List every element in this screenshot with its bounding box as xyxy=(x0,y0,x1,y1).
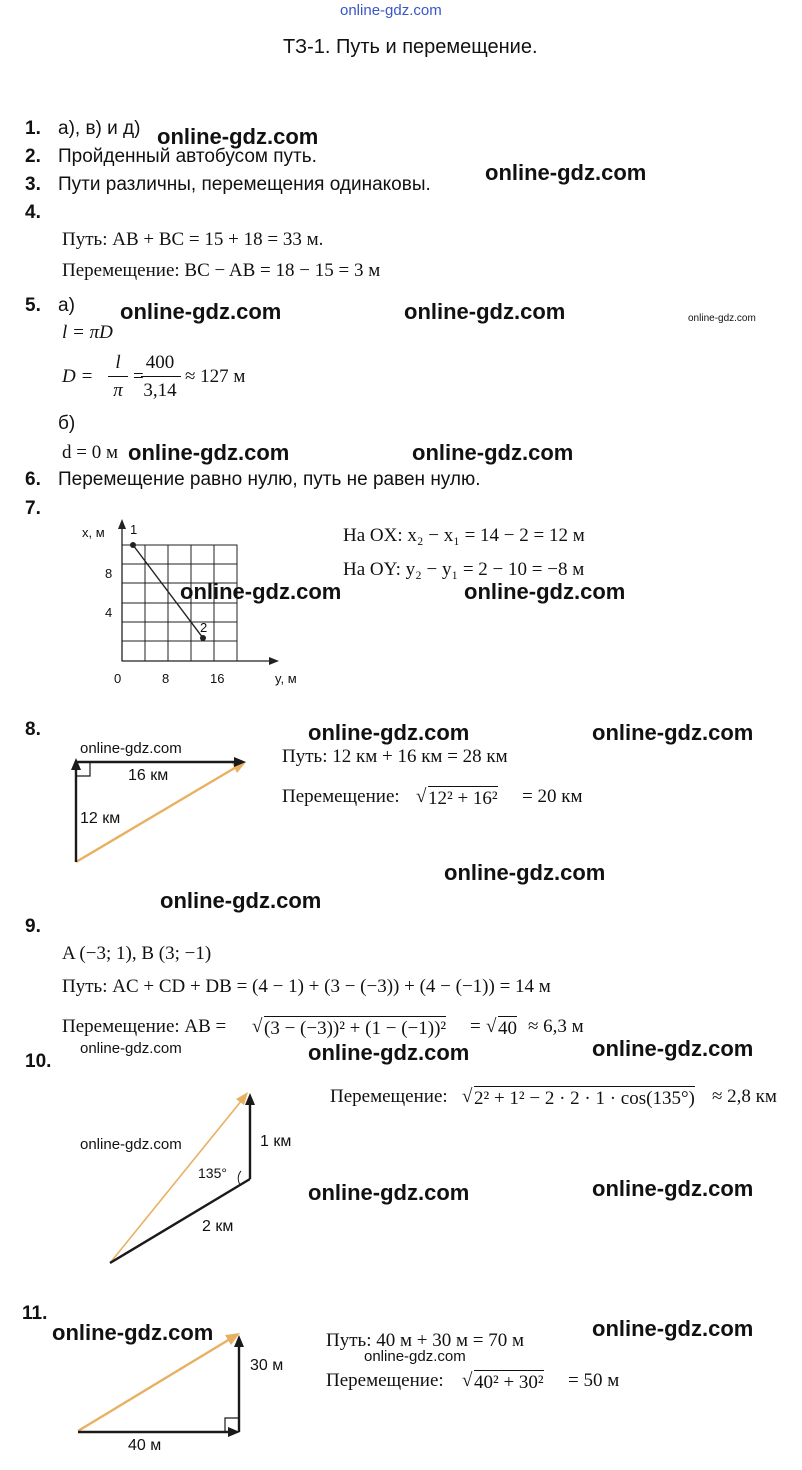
task-9-number: 9. xyxy=(25,916,41,937)
task-7-y-tick-4: 4 xyxy=(105,605,113,620)
watermark: online-gdz.com xyxy=(308,1040,470,1065)
task-8-path: Путь: 12 км + 16 км = 28 км xyxy=(282,746,508,767)
task-8-vector-diagram xyxy=(66,748,256,868)
watermark: online-gdz.com xyxy=(464,579,626,604)
watermark: online-gdz.com xyxy=(404,299,566,324)
task-8-number: 8. xyxy=(25,719,41,740)
task-8-displacement-label: Перемещение: xyxy=(282,786,400,807)
task-11-bottom-label: 40 м xyxy=(128,1437,162,1454)
task-7-point-1-label: 1 xyxy=(130,522,138,537)
task-10-angle-arc-icon xyxy=(238,1171,241,1185)
task-10-lower-label: 2 км xyxy=(202,1218,234,1235)
task-7-x-tick-16: 16 xyxy=(210,671,225,686)
task-7-number: 7. xyxy=(25,498,41,519)
task-11-number: 11. xyxy=(22,1303,48,1324)
task-7-point-2-label: 2 xyxy=(200,620,208,635)
watermark: online-gdz.com xyxy=(308,1180,470,1205)
watermark: online-gdz.com xyxy=(80,740,182,757)
task-7-oy-result: На OY: y₂ − y₁ = 2 − 10 = −8 м xyxy=(343,559,585,580)
task-3-answer: Пути различны, перемещения одинаковы. xyxy=(58,174,431,195)
task-7-y-axis-label: x, м xyxy=(82,525,105,540)
watermark: online-gdz.com xyxy=(364,1348,466,1365)
task-10-sqrt-icon: √ xyxy=(462,1086,473,1107)
task-6-answer: Перемещение равно нулю, путь не равен нулю. xyxy=(58,469,481,490)
task-10-angle-label: 135° xyxy=(198,1165,227,1181)
task-9-displacement-label: Перемещение: AB = xyxy=(62,1016,227,1037)
task-10-radicand: 2² + 1² − 2 · 2 · 1 · cos(135°) xyxy=(474,1088,695,1109)
task-9-radicand-2: 40 xyxy=(498,1018,517,1039)
task-9-sqrt-icon: √ xyxy=(252,1016,263,1037)
task-5-formula-1: l = πD xyxy=(62,322,113,343)
task-9-equals: = xyxy=(470,1016,481,1037)
task-9-result: ≈ 6,3 м xyxy=(528,1016,584,1037)
task-9-sqrt-2-icon: √ xyxy=(486,1016,497,1037)
task-7-x-axis-arrow-icon xyxy=(269,657,279,665)
task-7-ox-result: На OX: x₂ − x₁ = 14 − 2 = 12 м xyxy=(343,525,585,546)
task-5-formula-3: d = 0 м xyxy=(62,442,118,463)
task-2-answer: Пройденный автобусом путь. xyxy=(58,146,317,167)
task-7-point-2 xyxy=(200,635,206,641)
task-5-fraction-denominator-2: 3,14 xyxy=(143,380,177,401)
task-5-equals: = xyxy=(133,366,144,387)
watermark: online-gdz.com xyxy=(80,1040,182,1057)
task-9-radicand: (3 − (−3))² + (1 − (−1))² xyxy=(264,1018,447,1039)
task-4-number: 4. xyxy=(25,202,41,223)
task-1-answer: а), в) и д) xyxy=(58,118,141,139)
task-3-number: 3. xyxy=(25,174,41,195)
task-7-x-tick-0: 0 xyxy=(114,671,122,686)
task-7-x-axis-label: y, м xyxy=(275,671,297,686)
watermark: online-gdz.com xyxy=(592,1316,754,1341)
task-11-displacement-label: Перемещение: xyxy=(326,1370,444,1391)
watermark: online-gdz.com xyxy=(412,440,574,465)
task-8-side-label: 12 км xyxy=(80,810,121,827)
task-9-path: Путь: AC + CD + DB = (4 − 1) + (3 − (−3)) + (4 − (−1)) = 14 м xyxy=(62,976,551,997)
task-7-x-tick-8: 8 xyxy=(162,671,170,686)
task-11-path: Путь: 40 м + 30 м = 70 м xyxy=(326,1330,524,1351)
watermark: online-gdz.com xyxy=(444,860,606,885)
task-8-radicand: 12² + 16² xyxy=(428,788,498,809)
page-title: ТЗ-1. Путь и перемещение. xyxy=(283,36,538,58)
task-10-upper-label: 1 км xyxy=(260,1133,292,1150)
watermark: online-gdz.com xyxy=(157,124,319,149)
task-8-top-label: 16 км xyxy=(128,767,169,784)
task-7-y-axis-arrow-icon xyxy=(118,519,126,529)
task-7-point-1 xyxy=(130,542,136,548)
task-11-sqrt-icon: √ xyxy=(462,1370,473,1391)
task-10-displacement-vector xyxy=(110,1100,242,1263)
task-11-result: = 50 м xyxy=(568,1370,620,1391)
watermark: online-gdz.com xyxy=(592,1036,754,1061)
task-5-number: 5. xyxy=(25,295,41,316)
task-5-part-b: б) xyxy=(58,413,76,434)
task-9-points: A (−3; 1), B (3; −1) xyxy=(62,943,212,964)
task-11-radicand: 40² + 30² xyxy=(474,1372,544,1393)
task-8-sqrt-icon: √ xyxy=(416,786,427,807)
task-8-result: = 20 км xyxy=(522,786,583,807)
task-7-y-tick-8: 8 xyxy=(105,566,113,581)
watermark: online-gdz.com xyxy=(52,1320,214,1345)
task-6-number: 6. xyxy=(25,469,41,490)
task-10-displacement-label: Перемещение: xyxy=(330,1086,448,1107)
task-10-number: 10. xyxy=(25,1051,52,1072)
watermark: online-gdz.com xyxy=(308,720,470,745)
task-5-fraction-line-2 xyxy=(141,376,181,377)
task-5-formula-2-lhs: D = xyxy=(62,366,94,387)
task-10-result: ≈ 2,8 км xyxy=(712,1086,777,1107)
task-5-fraction-line xyxy=(108,376,128,377)
task-4-displacement: Перемещение: BC − AB = 18 − 15 = 3 м xyxy=(62,260,381,281)
watermark: online-gdz.com xyxy=(688,313,756,324)
watermark: online-gdz.com xyxy=(160,888,322,913)
task-5-fraction-numerator: l xyxy=(115,352,121,373)
watermark: online-gdz.com xyxy=(128,440,290,465)
task-11-side-label: 30 м xyxy=(250,1357,284,1374)
watermark: online-gdz.com xyxy=(120,299,282,324)
task-5-fraction-denominator: π xyxy=(113,380,123,401)
task-5-fraction-numerator-2: 400 xyxy=(145,352,175,373)
task-5-part-a: а) xyxy=(58,295,75,316)
watermark: online-gdz.com xyxy=(592,720,754,745)
task-2-number: 2. xyxy=(25,146,41,167)
task-11-displacement-vector xyxy=(78,1339,230,1431)
task-8-side-arrow-icon xyxy=(71,758,81,770)
watermark: online-gdz.com xyxy=(485,160,647,185)
task-1-number: 1. xyxy=(25,118,41,139)
task-10-vector-diagram xyxy=(100,1085,270,1270)
task-5-result: ≈ 127 м xyxy=(185,366,246,387)
watermark: online-gdz.com xyxy=(180,579,342,604)
task-4-path: Путь: AB + BC = 15 + 18 = 33 м. xyxy=(62,229,324,250)
watermark: online-gdz.com xyxy=(80,1136,182,1153)
header-watermark: online-gdz.com xyxy=(340,2,442,19)
watermark: online-gdz.com xyxy=(592,1176,754,1201)
